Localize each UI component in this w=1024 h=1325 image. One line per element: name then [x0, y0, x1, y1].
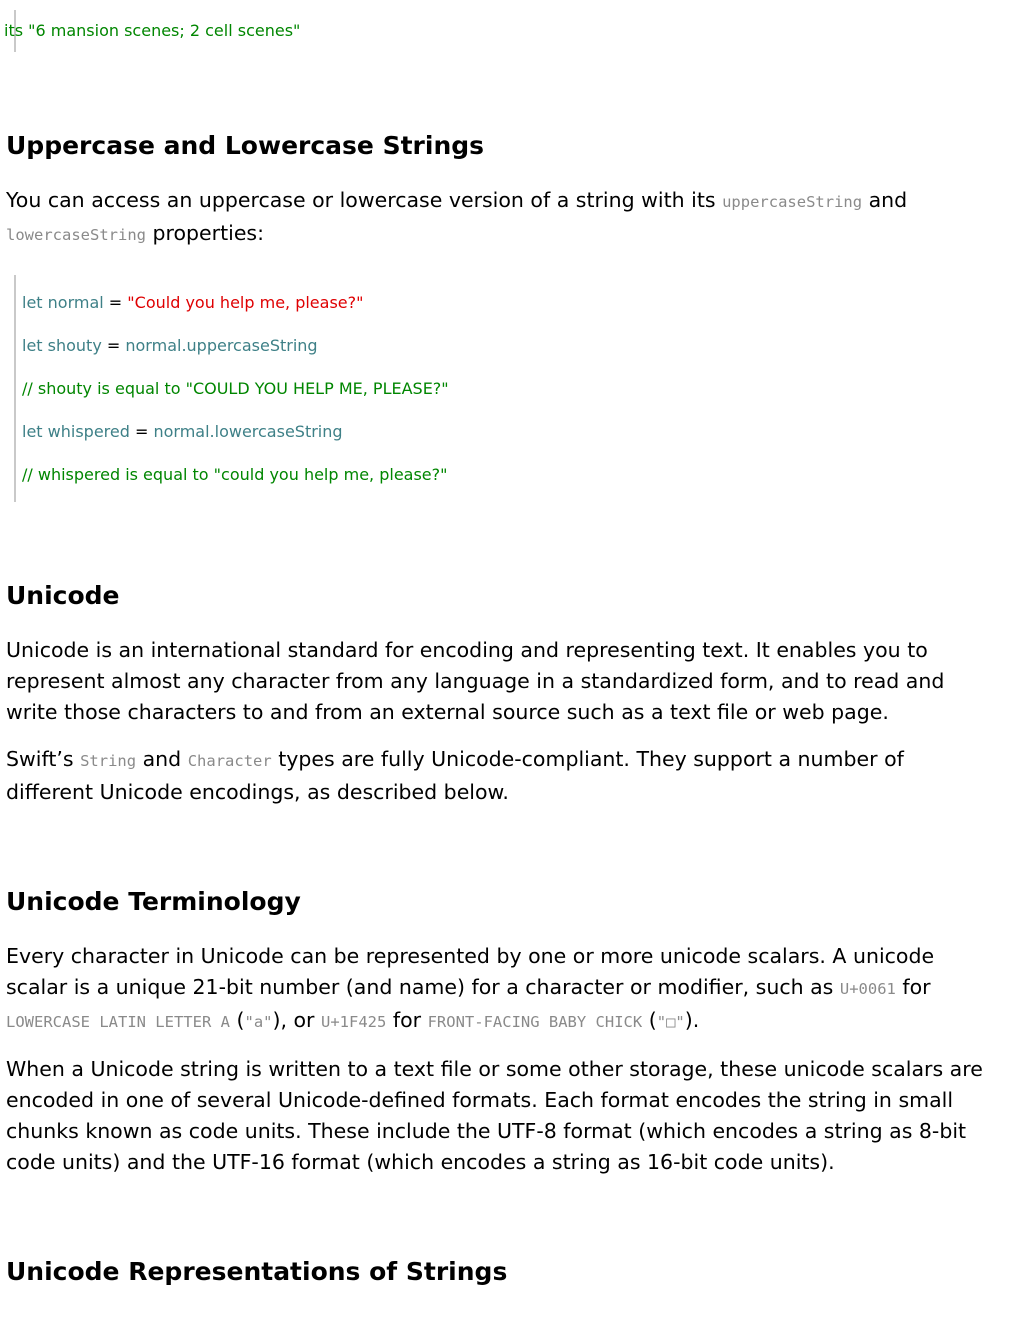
text-run: properties: — [145, 221, 265, 245]
code-line — [22, 324, 996, 367]
inline-code: String — [80, 752, 137, 770]
code-token-plain: = — [101, 336, 126, 355]
code-token-kw: let whispered — [22, 422, 130, 441]
paragraph — [6, 635, 996, 728]
section-heading: Uppercase and Lowercase Strings — [6, 131, 485, 160]
code-token-plain: = — [103, 293, 128, 312]
inline-code: LOWERCASE LATIN LETTER A — [6, 1013, 230, 1031]
code-token-kw: let normal — [22, 293, 104, 312]
text-run: ), or — [272, 1008, 322, 1032]
text-run: types are fully Unicode-compliant. They support a number of different Unicode encodings, as described below. — [6, 747, 904, 804]
code-block-clipped — [4, 10, 996, 52]
text-run: ( — [229, 1008, 245, 1032]
text-run: and — [136, 747, 188, 771]
code-token-com: its "6 mansion scenes; 2 cell scenes" — [4, 21, 301, 40]
inline-code: U+0061 — [839, 980, 896, 998]
text-run: for — [386, 1008, 428, 1032]
section-heading: Unicode Terminology — [6, 887, 301, 916]
text-run: ( — [642, 1008, 657, 1032]
inline-code: U+1F425 — [321, 1013, 387, 1031]
code-line — [22, 453, 996, 496]
code-token-kw: normal.uppercaseString — [125, 336, 318, 355]
text-run: Swift’s — [6, 747, 81, 771]
inline-code: FRONT-FACING BABY CHICK — [427, 1013, 643, 1031]
text-run: Unicode is an international standard for encoding and representing text. It enables you to represent almost any character from any language in a standardized form, and to read and write those characters to and from an external source such as a text file or web page. — [6, 638, 945, 724]
paragraph — [6, 941, 996, 1038]
inline-code: Character — [187, 752, 272, 770]
section-heading: Unicode Representations of Strings — [6, 1257, 508, 1286]
text-run: You can access an uppercase or lowercase version of a string with its — [6, 188, 723, 212]
code-line — [22, 281, 996, 324]
inline-code: "a" — [244, 1013, 273, 1031]
text-run: When a Unicode string is written to a text file or some other storage, these unicode scalars are encoded in one of several Unicode-defined formats. Each format encodes the string in small chunks known as code units. These include the UTF-8 format (which encodes a string as 8-bit code units) and the UTF-16 format (which encodes a string as 16-bit code units). — [6, 1057, 983, 1174]
code-token-kw: normal.lowercaseString — [153, 422, 343, 441]
code-token-plain: = — [129, 422, 154, 441]
code-line — [22, 367, 996, 410]
inline-code: uppercaseString — [722, 193, 863, 211]
code-block — [14, 275, 996, 502]
text-run: ). — [684, 1008, 700, 1032]
code-token-com: // whispered is equal to "could you help me, please?" — [22, 465, 448, 484]
paragraph — [6, 185, 996, 251]
section-heading: Unicode — [6, 581, 120, 610]
paragraph — [6, 1054, 996, 1178]
text-run: Every character in Unicode can be represented by one or more unicode scalars. A unicode scalar is a unique 21-bit number (and name) for a character or modifier, such as — [6, 944, 935, 999]
inline-code: "□" — [656, 1013, 685, 1031]
code-token-kw: let shouty — [22, 336, 102, 355]
text-run: for — [895, 975, 931, 999]
text-run: and — [862, 188, 908, 212]
code-line — [4, 16, 996, 46]
code-line — [22, 410, 996, 453]
code-token-com: // shouty is equal to "COULD YOU HELP ME, PLEASE?" — [22, 379, 449, 398]
inline-code: lowercaseString — [6, 226, 146, 244]
paragraph — [6, 744, 996, 808]
code-token-str: "Could you help me, please?" — [127, 293, 364, 312]
